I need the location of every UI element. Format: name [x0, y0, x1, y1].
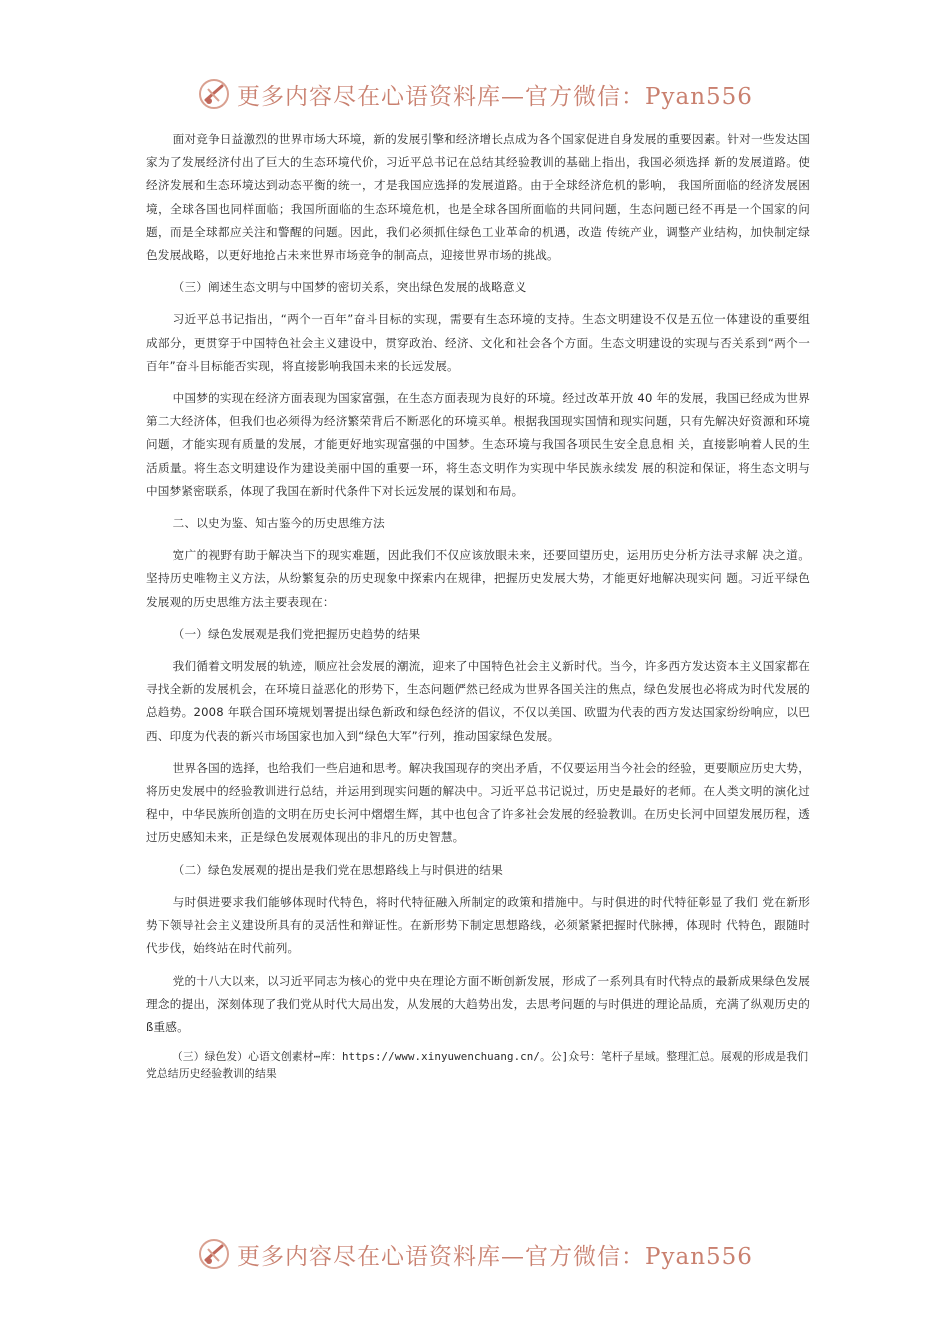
body-paragraph: 党的十八大以来，以习近平同志为核心的党中央在理论方面不断创新发展，形成了一系列具有时代特点的最新成果绿色发展理念的提出，深刻体现了我们党从时代大局出发，从发展的大趋势出发，去思考问题的与时俱进的理论品质，充满了纵观历史的ß重感。 [146, 973, 810, 1034]
footer-watermark-banner [0, 1234, 950, 1274]
watermark-text: 更多内容尽在心语资料库—官方微信：Pyan556 [237, 83, 753, 110]
brand-logo-icon [197, 1237, 231, 1271]
section-heading: （三）阐述生态文明与中国梦的密切关系，突出绿色发展的战略意义 [172, 280, 527, 295]
body-paragraph: 宽广的视野有助于解决当下的现实难题，因此我们不仅应该放眼未来，还要回望历史，运用历史分析方法寻求解 决之道。坚持历史唯物主义方法，从纷繁复杂的历史现象中探索内在规律，把握历史发展大势，才能更好地解决现实问 题。习近平绿色发展观的历史思维方法主要表现在： [146, 548, 810, 609]
body-paragraph: 世界各国的选择，也给我们一些启迪和思考。解决我国现存的突出矛盾，不仅要运用当今社会的经验，更要顺应历史大势，将历史发展中的经验教训进行总结，并运用到现实问题的解决中。习近平总书记说过，历史是最好的老师。在人类文明的演化过程中，中华民族所创造的文明在历史长河中熠熠生辉，其中也包含了许多社会发展的经验教训。在历史长河中回望发展历程，透过历史感知未来，正是绿色发展观体现出的非凡的历史智慧。 [146, 760, 810, 845]
brand-logo-icon [197, 77, 231, 111]
body-paragraph: 中国梦的实现在经济方面表现为国家富强，在生态方面表现为良好的环境。经过改革开放 40 年的发展，我国已经成为世界第二大经济体，但我们也必须得为经济繁荣背后不断恶化的环境买单。根据我国现实国情和现实问题，只有先解决好资源和环境问题，才能实现有质量的发展，才能更好地实现富强的中国梦。生态环境与我国各项民生安全息息相 关，直接影响着人民的生活质量。将生态文明建设作为建设美丽中国的重要一环，将生态文明作为实现中华民族永续发 展的积淀和保证，将生态文明与中国梦紧密联系，体现了我国在新时代条件下对长远发展的谋划和布局。 [146, 391, 810, 498]
body-paragraph: 面对竞争日益激烈的世界市场大环境，新的发展引擎和经济增长点成为各个国家促进自身发展的重要因素。针对一些发达国家为了发展经济付出了巨大的生态环境代价，习近平总书记在总结其经验教训的基础上指出，我国必须选择 新的发展道路。使经济发展和生态环境达到动态平衡的统一，才是我国应选择的发展道路。由于全球经济危机的影响， 我国所面临的经济发展困境，全球各国也同样面临；我国所面临的生态环境危机，也是全球各国所面临的共同问题，生态问题已经不再是一个国家的问题，而是全球都应关注和警醒的问题。因此，我们必须抓住绿色工业革命的机遇，改造 传统产业，调整产业结构，加快制定绿色发展战略，以更好地抢占未来世界市场竞争的制高点，迎接世界市场的挑战。 [146, 132, 810, 263]
section-heading: （一）绿色发展观是我们党把握历史趋势的结果 [172, 626, 421, 641]
section-heading: （二）绿色发展观的提出是我们党在思想路线上与时俱进的结果 [172, 862, 503, 877]
article-body [146, 128, 810, 1082]
watermark-text: 更多内容尽在心语资料库—官方微信：Pyan556 [237, 1243, 753, 1270]
body-paragraph: 习近平总书记指出，“两个一百年”奋斗目标的实现，需要有生态环境的支持。生态文明建设不仅是五位一体建设的重要组成部分，更贯穿于中国特色社会主义建设中，贯穿政治、经济、文化和社会各个方面。生态文明建设的实现与否关系到“两个一百年”奋斗目标能否实现，将直接影响我国未来的长远发展。 [146, 312, 810, 373]
header-watermark-banner [0, 74, 950, 114]
body-paragraph: 我们循着文明发展的轨迹，顺应社会发展的潮流，迎来了中国特色社会主义新时代。当今，许多西方发达资本主义国家都在寻找全新的发展机会，在环境日益恶化的形势下，生态问题俨然已经成为世界各国关注的焦点，绿色发展也必将成为时代发展的总趋势。2008 年联合国环境规划署提出绿色新政和绿色经济的倡议，不仅以美国、欧盟为代表的西方发达国家纷纷响应，以巴西、印度为代表的新兴市场国家也加入到“绿色大军”行列，推动国家绿色发展。 [146, 659, 810, 743]
body-paragraph: 与时俱进要求我们能够体现时代特色，将时代特征融入所制定的政策和措施中。与时俱进的时代特征彰显了我们 党在新形势下领导社会主义建设所具有的灵活性和辩证性。在新形势下制定思想路线，必须紧紧把握时代脉搏，体现时 代特色，跟随时代步伐，始终站在时代前列。 [146, 894, 810, 956]
section-heading: 二、以史为鉴、知古鉴今的历史思维方法 [172, 516, 385, 531]
source-note: （三）绿色发）心语文创素材⋯库：https://www.xinyuwenchuang.cn/。公]众号：笔杆子星域。整理汇总。展观的形成是我们党总结历史经验教训的结果 [146, 1050, 809, 1081]
